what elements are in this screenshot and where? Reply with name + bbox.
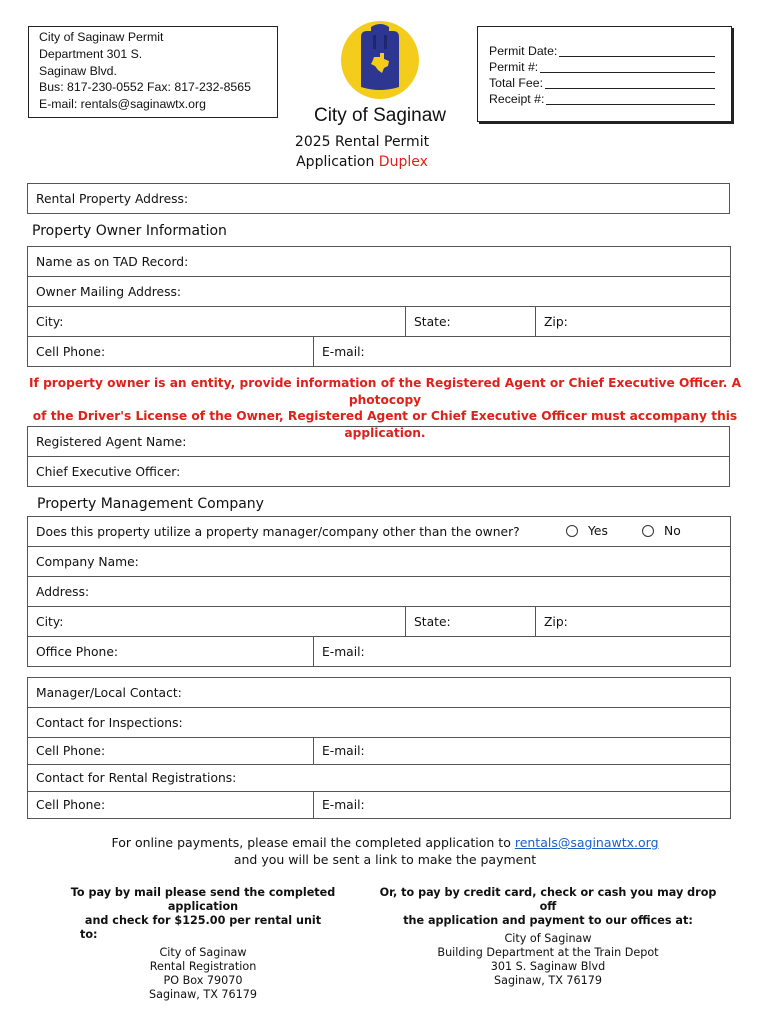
mail-address-4: Saginaw, TX 76179 — [148, 988, 258, 1001]
contacts-table — [27, 677, 731, 819]
company-address-field[interactable]: Address: — [28, 577, 731, 607]
mail-address-1: City of Saginaw — [159, 946, 247, 959]
online-line-2: and you will be sent a link to make the payment — [233, 852, 537, 867]
owner-zip-field[interactable]: Zip: — [536, 307, 731, 337]
permit-number-label: Permit #: — [489, 60, 539, 75]
title-line-2: Application — [296, 154, 379, 170]
mail-line-2: and check for $125.00 per rental unit — [84, 914, 322, 927]
department-line: Bus: 817-230-0552 Fax: 817-232-8565 — [39, 80, 251, 95]
ceo-field[interactable]: Chief Executive Officer: — [28, 457, 730, 487]
inspection-email-field[interactable]: E-mail: — [314, 738, 731, 765]
mail-line-3: to: — [80, 928, 98, 941]
total-fee-field[interactable] — [545, 76, 715, 89]
company-state-field[interactable]: State: — [406, 607, 536, 637]
company-name-field[interactable]: Company Name: — [28, 547, 731, 577]
permit-number-field[interactable] — [540, 60, 715, 73]
radio-circle-icon[interactable] — [566, 525, 578, 537]
mail-address-2: Rental Registration — [149, 960, 257, 973]
radio-yes[interactable] — [566, 524, 608, 538]
form-title — [262, 132, 462, 172]
manager-contact-field[interactable]: Manager/Local Contact: — [28, 678, 731, 708]
radio-no-label: No — [664, 524, 681, 538]
radio-yes-label: Yes — [588, 524, 608, 538]
inspection-cell-field[interactable]: Cell Phone: — [28, 738, 314, 765]
office-address-3: 301 S. Saginaw Blvd — [490, 960, 606, 973]
management-table — [27, 516, 731, 667]
office-phone-field[interactable]: Office Phone: — [28, 637, 314, 667]
online-payment-note — [40, 834, 730, 868]
owner-table — [27, 246, 731, 367]
tad-name-field[interactable]: Name as on TAD Record: — [28, 247, 731, 277]
owner-email-field[interactable]: E-mail: — [314, 337, 731, 367]
office-address-2: Building Department at the Train Depot — [437, 946, 659, 959]
registration-email-field[interactable]: E-mail: — [314, 792, 731, 819]
pay-by-mail-block — [38, 886, 368, 1002]
owner-section-heading: Property Owner Information — [32, 223, 227, 239]
inspection-contact-field[interactable]: Contact for Inspections: — [28, 708, 731, 738]
owner-mailing-field[interactable]: Owner Mailing Address: — [28, 277, 731, 307]
title-duplex: Duplex — [378, 154, 428, 170]
title-line-1: 2025 Rental Permit — [294, 134, 430, 150]
entity-table — [27, 426, 730, 487]
permit-date-field[interactable] — [559, 44, 715, 57]
company-city-field[interactable]: City: — [28, 607, 406, 637]
warning-line-2: of the Driver's License of the Owner, Registered Agent or Chief Executive Officer must accompany this application. — [32, 409, 738, 440]
registered-agent-field[interactable]: Registered Agent Name: — [28, 427, 730, 457]
department-line: Department 301 S. — [39, 46, 143, 61]
office-line-2: the application and payment to our offices at: — [403, 914, 693, 927]
city-seal-logo — [340, 19, 420, 102]
office-address-1: City of Saginaw — [504, 932, 592, 945]
radio-circle-icon[interactable] — [642, 525, 654, 537]
company-email-field[interactable]: E-mail: — [314, 637, 731, 667]
warning-line-1: If property owner is an entity, provide information of the Registered Agent or Chief Executive Officer. A photocopy — [28, 376, 741, 407]
rentals-email-link[interactable]: rentals@saginawtx.org — [514, 835, 659, 850]
office-address-4: Saginaw, TX 76179 — [493, 974, 603, 987]
total-fee-label: Total Fee: — [489, 76, 543, 91]
logo-wordmark: City of Saginaw — [313, 105, 446, 126]
online-line-1: For online payments, please email the completed application to — [111, 835, 515, 850]
manager-question: Does this property utilize a property manager/company other than the owner? — [28, 517, 731, 547]
receipt-field[interactable] — [546, 92, 715, 105]
registration-cell-field[interactable]: Cell Phone: — [28, 792, 314, 819]
permit-date-label: Permit Date: — [489, 44, 558, 59]
mail-address-3: PO Box 79070 — [163, 974, 243, 987]
owner-city-field[interactable]: City: — [28, 307, 406, 337]
property-address-field[interactable]: Rental Property Address: — [28, 184, 730, 214]
pay-in-office-block — [373, 886, 723, 988]
department-info-box — [28, 26, 278, 118]
owner-cell-field[interactable]: Cell Phone: — [28, 337, 314, 367]
management-section-heading: Property Management Company — [37, 496, 264, 512]
registration-contact-field[interactable]: Contact for Rental Registrations: — [28, 765, 731, 792]
property-address-table — [27, 183, 730, 214]
receipt-label: Receipt #: — [489, 92, 545, 107]
owner-state-field[interactable]: State: — [406, 307, 536, 337]
department-line: E-mail: rentals@saginawtx.org — [39, 97, 206, 112]
department-line: City of Saginaw Permit — [39, 30, 164, 44]
office-line-1: Or, to pay by credit card, check or cash you may drop off — [379, 886, 717, 913]
department-line: Saginaw Blvd. — [39, 63, 117, 78]
radio-no[interactable] — [642, 524, 681, 538]
company-zip-field[interactable]: Zip: — [536, 607, 731, 637]
permit-office-box — [477, 26, 732, 122]
mail-line-1: To pay by mail please send the completed application — [70, 886, 336, 913]
